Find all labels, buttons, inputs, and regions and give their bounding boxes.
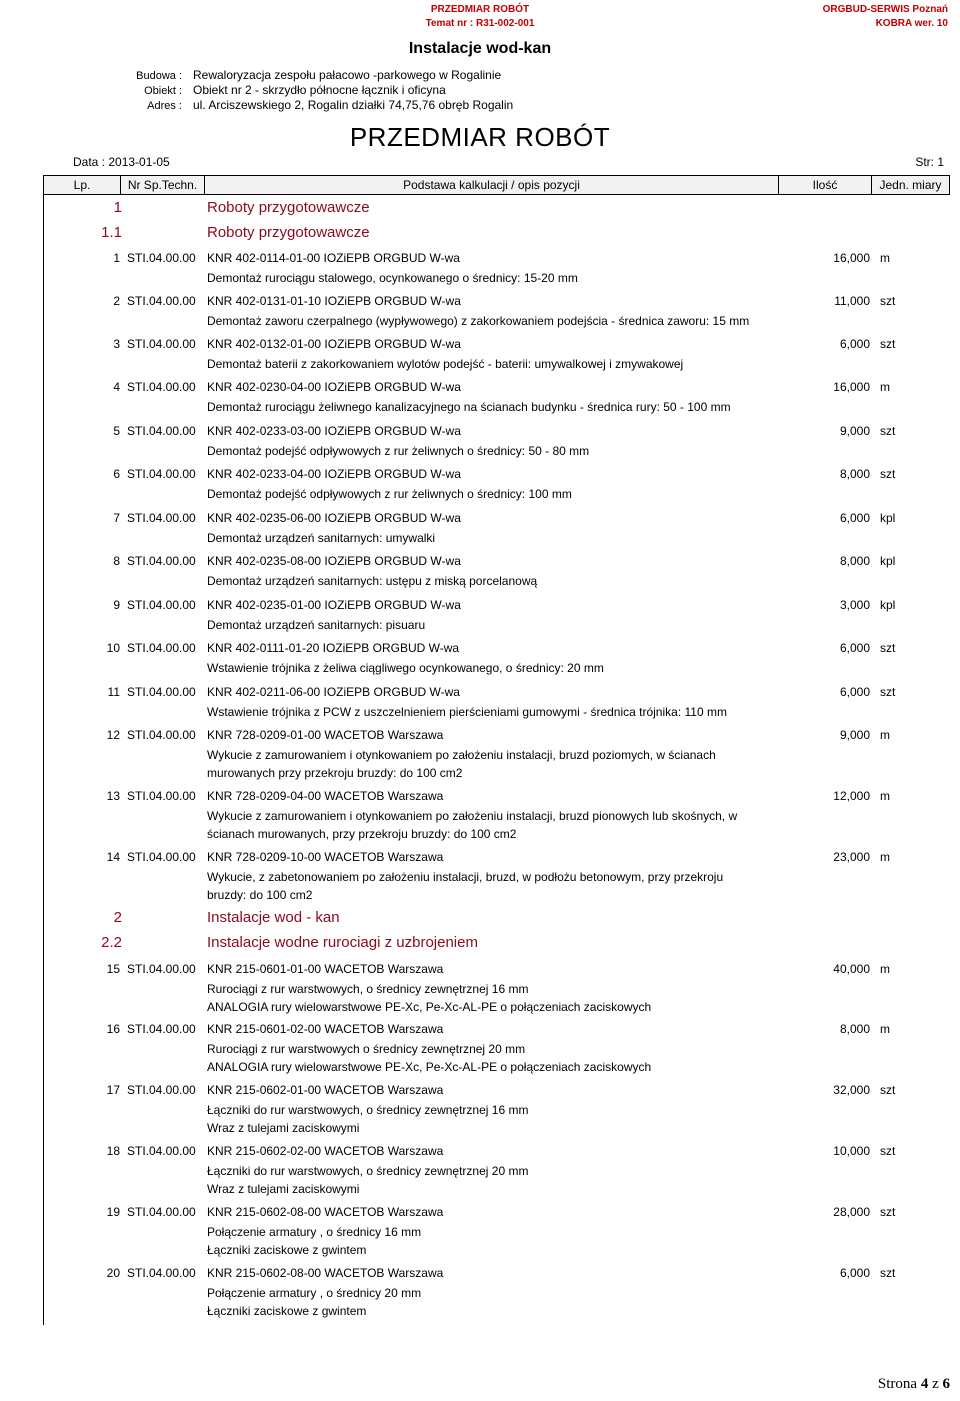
budowa-label: Budowa : [136,70,182,82]
row-quantity: 16,000 [833,380,870,394]
row-lp: 10 [106,641,120,655]
row-spec-number: STI.04.00.00 [127,380,196,394]
row-description: murowanych przy przekroju bruzdy: do 100 cm2 [207,766,463,780]
row-description: Połączenie armatury , o średnicy 16 mm [207,1225,422,1239]
row-lp: 1 [113,251,120,265]
row-lp: 13 [106,789,120,803]
row-quantity: 12,000 [833,789,870,803]
row-description: Łączniki do rur warstwowych, o średnicy zewnętrznej 20 mm [207,1164,529,1178]
row-unit: szt [880,641,896,655]
row-quantity: 40,000 [833,962,870,976]
row-spec-number: STI.04.00.00 [127,789,196,803]
row-description: Demontaż baterii z zakorkowaniem wylotów podejść - baterii: umywalkowej i zmywakowej [207,357,684,371]
row-spec-number: STI.04.00.00 [127,337,196,351]
row-unit: m [880,789,890,803]
group-number: 2 [113,909,122,926]
row-lp: 3 [113,337,120,351]
row-lp: 14 [106,850,120,864]
row-spec-number: STI.04.00.00 [127,1144,196,1158]
row-lp: 2 [113,294,120,308]
row-lp: 19 [106,1205,120,1219]
row-quantity: 6,000 [839,511,870,525]
row-quantity: 8,000 [839,1022,870,1036]
row-unit: kpl [880,511,896,525]
row-unit: szt [880,1144,896,1158]
row-quantity: 9,000 [839,728,870,742]
row-description: Demontaż urządzeń sanitarnych: pisuaru [207,618,426,632]
row-lp: 18 [106,1144,120,1158]
row-description: Wstawienie trójnika z żeliwa ciągliwego ocynkowanego, o średnicy: 20 mm [207,661,604,675]
row-knr-basis: KNR 728-0209-01-00 WACETOB Warszawa [207,728,444,742]
group-title: Instalacje wodne rurociagi z uzbrojeniem [207,934,478,951]
row-spec-number: STI.04.00.00 [127,1022,196,1036]
row-unit: szt [880,424,896,438]
row-description: Łączniki zaciskowe z gwintem [207,1304,367,1318]
row-unit: szt [880,294,896,308]
adres-label: Adres : [147,100,182,112]
row-knr-basis: KNR 215-0602-08-00 WACETOB Warszawa [207,1205,444,1219]
row-unit: szt [880,1205,896,1219]
row-knr-basis: KNR 402-0235-06-00 IOZiEPB ORGBUD W-wa [207,511,461,525]
page-footer [878,1376,950,1393]
row-quantity: 3,000 [839,598,870,612]
row-unit: szt [880,467,896,481]
row-lp: 9 [113,598,120,612]
row-spec-number: STI.04.00.00 [127,1083,196,1097]
section-title: Instalacje wod-kan [408,40,552,57]
row-description: Rurociągi z rur warstwowych o średnicy zewnętrznej 20 mm [207,1042,526,1056]
row-lp: 5 [113,424,120,438]
column-header-nr: Nr Sp.Techn. [121,176,205,194]
footer-mid: z [932,1376,939,1392]
row-description: Demontaż rurociągu stalowego, ocynkowanego o średnicy: 15-20 mm [207,271,578,285]
row-quantity: 32,000 [833,1083,870,1097]
table-left-border [43,195,44,1325]
row-knr-basis: KNR 402-0230-04-00 IOZiEPB ORGBUD W-wa [207,380,461,394]
row-description: ANALOGIA rury wielowarstwowe PE-Xc, Pe-Xc-AL-PE o połączeniach zaciskowych [207,1000,652,1014]
row-spec-number: STI.04.00.00 [127,554,196,568]
row-description: Demontaż urządzeń sanitarnych: umywalki [207,531,436,545]
group-title: Roboty przygotowawcze [207,224,370,241]
row-unit: m [880,380,890,394]
row-description: Łączniki zaciskowe z gwintem [207,1243,367,1257]
doc-header-title: PRZEDMIAR ROBÓT [430,4,530,15]
column-header-lp: Lp. [44,176,121,194]
row-description: Rurociągi z rur warstwowych, o średnicy zewnętrznej 16 mm [207,982,529,996]
row-knr-basis: KNR 402-0132-01-00 IOZiEPB ORGBUD W-wa [207,337,461,351]
row-spec-number: STI.04.00.00 [127,685,196,699]
row-spec-number: STI.04.00.00 [127,962,196,976]
row-description: Łączniki do rur warstwowych, o średnicy zewnętrznej 16 mm [207,1103,529,1117]
group-number: 1.1 [101,224,122,241]
group-title: Roboty przygotowawcze [207,199,370,216]
group-number: 1 [113,199,122,216]
row-spec-number: STI.04.00.00 [127,598,196,612]
row-knr-basis: KNR 215-0601-01-00 WACETOB Warszawa [207,962,444,976]
column-header-jedn: Jedn. miary [879,178,942,192]
row-description: Demontaż podejść odpływowych z rur żeliwnych o średnicy: 100 mm [207,487,572,501]
column-header-ilosc: Ilość [779,176,872,194]
row-description: ścianach murowanych, przy przekroju bruzdy: do 100 cm2 [207,827,517,841]
row-lp: 7 [113,511,120,525]
row-spec-number: STI.04.00.00 [127,251,196,265]
row-knr-basis: KNR 728-0209-10-00 WACETOB Warszawa [207,850,444,864]
row-knr-basis: KNR 215-0601-02-00 WACETOB Warszawa [207,1022,444,1036]
row-quantity: 11,000 [834,294,870,308]
row-lp: 17 [106,1083,120,1097]
table-header [43,175,950,195]
row-lp: 15 [106,962,120,976]
software-version: KOBRA wer. 10 [875,18,948,29]
row-knr-basis: KNR 215-0602-02-00 WACETOB Warszawa [207,1144,444,1158]
row-description: ANALOGIA rury wielowarstwowe PE-Xc, Pe-Xc-AL-PE o połączeniach zaciskowych [207,1060,652,1074]
page-number-line: Str: 1 [915,155,944,169]
row-knr-basis: KNR 402-0131-01-10 IOZiEPB ORGBUD W-wa [207,294,461,308]
row-description: Wykucie z zamurowaniem i otynkowaniem po założeniu instalacji, bruzd poziomych, w ścianach [207,748,716,762]
row-description: Demontaż podejść odpływowych z rur żeliwnych o średnicy: 50 - 80 mm [207,444,590,458]
company-name: ORGBUD-SERWIS Poznań [822,4,948,15]
date-line: Data : 2013-01-05 [73,155,170,169]
row-spec-number: STI.04.00.00 [127,1266,196,1280]
row-quantity: 9,000 [839,424,870,438]
row-quantity: 6,000 [839,1266,870,1280]
row-knr-basis: KNR 402-0235-01-00 IOZiEPB ORGBUD W-wa [207,598,461,612]
row-knr-basis: KNR 402-0211-06-00 IOZiEPB ORGBUD W-wa [207,685,460,699]
row-description: bruzdy: do 100 cm2 [207,888,313,902]
row-spec-number: STI.04.00.00 [127,294,196,308]
row-lp: 11 [107,685,120,699]
row-unit: szt [880,337,896,351]
row-quantity: 6,000 [839,641,870,655]
footer-prefix: Strona [877,1376,918,1392]
obiekt-value: Obiekt nr 2 - skrzydło północne łącznik i oficyna [193,83,446,97]
row-spec-number: STI.04.00.00 [127,511,196,525]
row-spec-number: STI.04.00.00 [127,728,196,742]
footer-total: 6 [942,1376,950,1392]
row-spec-number: STI.04.00.00 [127,467,196,481]
budowa-value: Rewaloryzacja zespołu pałacowo -parkowego w Rogalinie [193,68,502,82]
row-description: Demontaż zaworu czerpalnego (wypływowego) z zakorkowaniem podejścia - średnica zaworu: 15 mm [207,314,750,328]
row-unit: kpl [880,554,896,568]
row-description: Demontaż urządzeń sanitarnych: ustępu z miską porcelanową [207,574,538,588]
row-knr-basis: KNR 728-0209-04-00 WACETOB Warszawa [207,789,444,803]
row-spec-number: STI.04.00.00 [127,1205,196,1219]
row-description: Połączenie armatury , o średnicy 20 mm [207,1286,422,1300]
row-lp: 16 [106,1022,120,1036]
row-lp: 4 [113,380,120,394]
row-knr-basis: KNR 402-0235-08-00 IOZiEPB ORGBUD W-wa [207,554,461,568]
row-quantity: 23,000 [833,850,870,864]
row-description: Demontaż rurociągu żeliwnego kanalizacyjnego na ścianach budynku - średnica rury: 50 - 100 mm [207,400,731,414]
row-quantity: 16,000 [833,251,870,265]
row-description: Wstawienie trójnika z PCW z uszczelnieniem pierścieniami gumowymi - średnica trójnika: 110 mm [207,705,727,719]
row-knr-basis: KNR 402-0114-01-00 IOZiEPB ORGBUD W-wa [207,251,460,265]
row-unit: szt [880,685,896,699]
row-description: Wykucie, z zabetonowaniem po założeniu instalacji, bruzd, w podłożu betonowym, przy przekroju [207,870,724,884]
row-knr-basis: KNR 402-0233-04-00 IOZiEPB ORGBUD W-wa [207,467,461,481]
row-spec-number: STI.04.00.00 [127,850,196,864]
row-unit: szt [880,1083,896,1097]
row-description: Wraz z tulejami zaciskowymi [207,1121,360,1135]
group-title: Instalacje wod - kan [207,909,340,926]
footer-page: 4 [920,1376,929,1392]
adres-value: ul. Arciszewskiego 2, Rogalin działki 74,75,76 obręb Rogalin [193,98,514,112]
row-unit: m [880,1022,890,1036]
row-quantity: 6,000 [839,337,870,351]
row-unit: m [880,850,890,864]
row-unit: m [880,728,890,742]
group-number: 2.2 [101,934,122,951]
doc-header-temat: Temat nr : R31-002-001 [425,18,535,29]
row-spec-number: STI.04.00.00 [127,424,196,438]
row-description: Wraz z tulejami zaciskowymi [207,1182,360,1196]
row-description: Wykucie z zamurowaniem i otynkowaniem po założeniu instalacji, bruzd pionowych lub skośnych, w [207,809,738,823]
row-knr-basis: KNR 402-0233-03-00 IOZiEPB ORGBUD W-wa [207,424,461,438]
obiekt-label: Obiekt : [144,85,182,97]
row-lp: 6 [113,467,120,481]
row-quantity: 10,000 [833,1144,870,1158]
row-quantity: 28,000 [833,1205,870,1219]
column-header-opis: Podstawa kalkulacji / opis pozycji [205,176,779,194]
row-unit: m [880,251,890,265]
row-quantity: 6,000 [839,685,870,699]
row-knr-basis: KNR 402-0111-01-20 IOZiEPB ORGBUD W-wa [207,641,460,655]
row-quantity: 8,000 [839,467,870,481]
row-knr-basis: KNR 215-0602-01-00 WACETOB Warszawa [207,1083,444,1097]
row-lp: 12 [106,728,120,742]
row-unit: m [880,962,890,976]
row-lp: 8 [113,554,120,568]
page-title: PRZEDMIAR ROBÓT [349,122,611,152]
row-knr-basis: KNR 215-0602-08-00 WACETOB Warszawa [207,1266,444,1280]
row-quantity: 8,000 [839,554,870,568]
row-spec-number: STI.04.00.00 [127,641,196,655]
row-lp: 20 [106,1266,120,1280]
row-unit: szt [880,1266,896,1280]
row-unit: kpl [880,598,896,612]
